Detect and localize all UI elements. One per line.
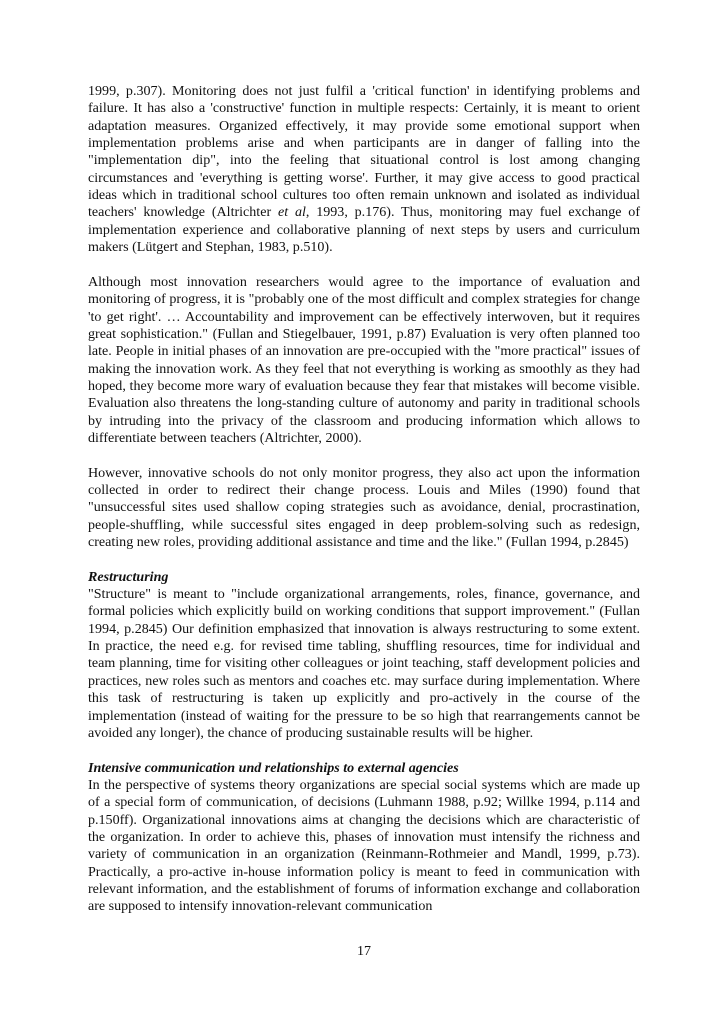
paragraph-evaluation: Although most innovation researchers would agree to the importance of evaluation and monitoring of progress, it is "probably one of the most difficult and complex strategies for change 'to get right'. … Accountability and improvement can be effectively interwoven, but it requires great sophistication." (Fullan and Stiegelbauer, 1991, p.87) Evaluation is very often planned too late. People in initial phases of an innovation are pre-occupied with the "more practical" issues of making the innovation work. As they feel that not everything is working as smoothly as they had hoped, they become more wary of evaluation because they fear that mistakes will become visible. Evaluation also threatens the long-standing culture of autonomy and parity in traditional schools by intruding into the privacy of the classroom and producing information which allows to differentiate between teachers (Altrichter, 2000).: [88, 273, 640, 446]
et-al-italic: et al: [277, 204, 306, 221]
paragraph-monitoring-text-b: , 1993, p.176). Thus, monitoring may fuel exchange of implementation experience and collaborative planning of next steps by users and curriculum makers (Lütgert and Stephan, 1983, p.510).: [88, 204, 641, 256]
paragraph-communication: In the perspective of systems theory organizations are special social systems which are made up of a special form of communication, of decisions (Luhmann 1988, p.92; Willke 1994, p.114 and p.150ff). Organizational innovations aims at changing the decisions which are characteristic of the organization. In order to achieve this, phases of innovation must intensify the richness and variety of communication in an organization (Reinmann-Rothmeier and Mandl, 1999, p.73). Practically, a pro-active in-house information policy is meant to feed in communication with relevant information, and the establishment of forums of information exchange and collaboration are supposed to intensify innovation-relevant communication: [88, 776, 640, 915]
paragraph-monitoring-text-a: 1999, p.307). Monitoring does not just fulfil a 'critical function' in identifying problems and failure. It has also a 'constructive' function in multiple respects: Certainly, it is meant to orient adaptation measures. Organized effectively, it may provide some emotional support when implementation problems arise and when participants are in danger of falling into the "implementation dip", into the feeling that situational control is lost among changing circumstances and 'everything is getting worse'. Further, it may give access to good practical ideas which in traditional school cultures too often remain unknown and isolated as individual teachers' knowledge (Altrichter: [88, 83, 640, 221]
paragraph-redirect: However, innovative schools do not only monitor progress, they also act upon the information collected in order to redirect their change process. Louis and Miles (1990) found that "unsuccessful sites used shallow coping strategies such as avoidance, denial, procrastination, people-shuffling, while successful sites engaged in deep problem-solving such as redesign, creating new roles, providing additional assistance and time and the like." (Fullan 1994, p.2845): [88, 464, 640, 551]
page-number: 17: [357, 944, 371, 959]
paragraph-restructuring: "Structure" is meant to "include organizational arrangements, roles, finance, governance, and formal policies which explicitly build on working conditions that support improvement." (Fullan 1994, p.2845) Our definition emphasized that innovation is always restructuring to some extent. In practice, the need e.g. for revised time tabling, shuffling resources, time for individual and team planning, time for visiting other colleagues or joint teaching, staff development policies and practices, new roles such as mentors and coaches etc. may surface during implementation. Where this task of restructuring is taken up explicitly and pro-actively in the course of the implementation (instead of waiting for the pressure to be so high that rearrangements cannot be avoided any longer), the chance of producing sustainable results will be higher.: [88, 586, 640, 741]
paragraph-monitoring: [88, 83, 640, 256]
heading-communication: Intensive communication und relationships to external agencies: [88, 759, 459, 776]
heading-restructuring: Restructuring: [88, 568, 169, 585]
document-page: [88, 83, 640, 916]
